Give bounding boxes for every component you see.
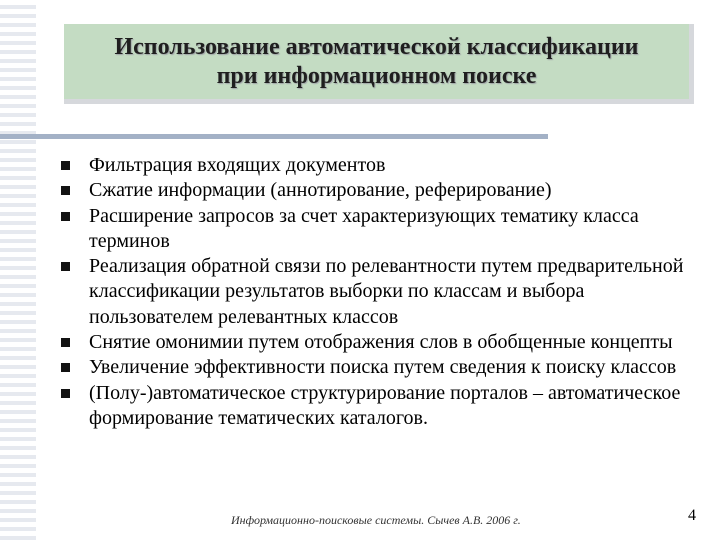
bullet-item bbox=[58, 153, 698, 178]
square-bullet-icon bbox=[61, 262, 70, 271]
bullet-text: (Полу-)автоматическое структурирование порталов – автоматическое формирование тематических каталогов. bbox=[89, 381, 681, 429]
square-bullet-icon bbox=[61, 338, 70, 347]
decorative-stripes bbox=[0, 0, 36, 540]
bullet-item bbox=[58, 178, 698, 203]
title-divider bbox=[0, 134, 548, 139]
slide-title-line-1: Использование автоматической классификации bbox=[114, 33, 639, 60]
bullet-text: Расширение запросов за счет характеризующих тематику класса терминов bbox=[89, 204, 639, 252]
bullet-item bbox=[58, 330, 698, 355]
bullet-item bbox=[58, 355, 698, 380]
square-bullet-icon bbox=[61, 161, 70, 170]
square-bullet-icon bbox=[61, 212, 70, 221]
bullet-text: Реализация обратной связи по релевантности путем предварительной классификации результатов выборки по классам и выбора пользователем релевантных классов bbox=[89, 255, 684, 328]
page-number: 4 bbox=[688, 507, 696, 524]
bullet-text: Снятие омонимии путем отображения слов в обобщенные концепты bbox=[89, 331, 673, 354]
bullet-list bbox=[58, 153, 698, 431]
square-bullet-icon bbox=[61, 363, 70, 372]
square-bullet-icon bbox=[61, 186, 70, 195]
bullet-text: Фильтрация входящих документов bbox=[89, 154, 386, 176]
slide-title-box bbox=[64, 24, 694, 104]
bullet-item bbox=[58, 204, 698, 255]
bullet-text: Увеличение эффективности поиска путем сведения к поиску классов bbox=[89, 356, 677, 379]
square-bullet-icon bbox=[61, 389, 70, 398]
bullet-text: Сжатие информации (аннотирование, реферирование) bbox=[89, 179, 552, 202]
bullet-item bbox=[58, 381, 698, 432]
bullet-item bbox=[58, 254, 698, 330]
footer-text: Информационно-поисковые системы. Сычев А.В. 2006 г. bbox=[231, 513, 521, 527]
slide-title-line-2: при информационном поиске bbox=[216, 62, 537, 89]
